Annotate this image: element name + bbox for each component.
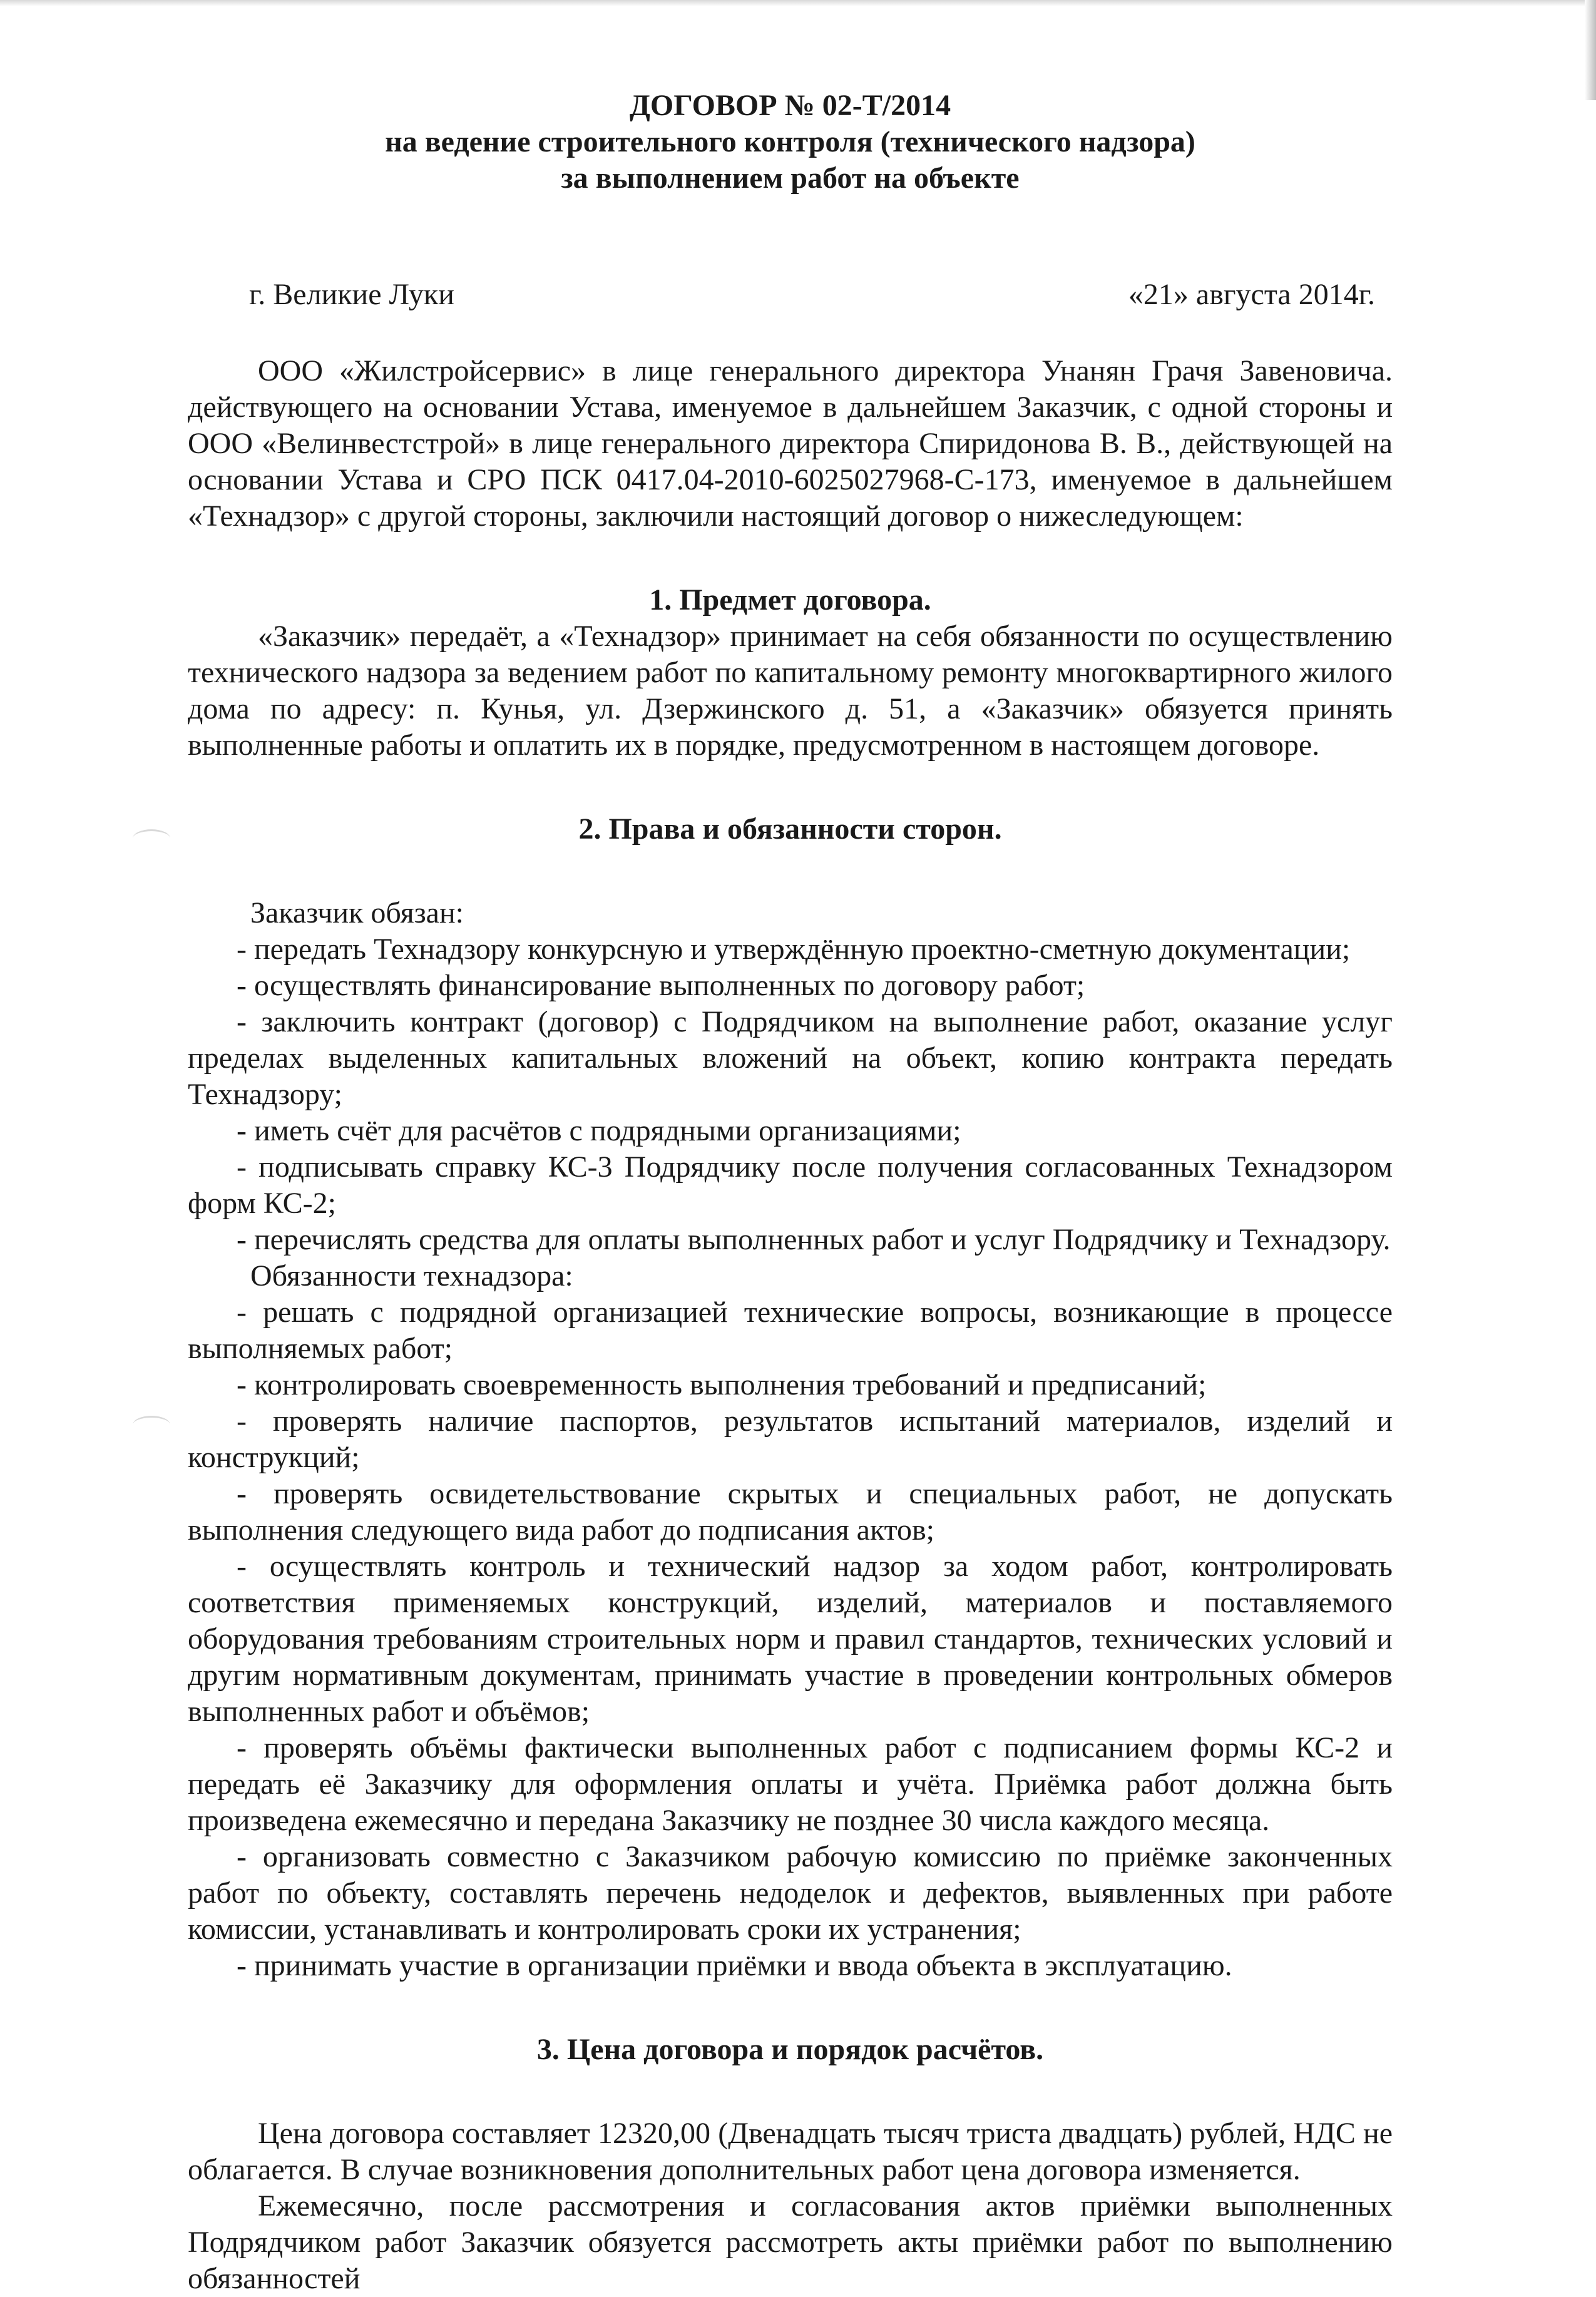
list-item: - организовать совместно с Заказчиком рабочую комиссию по приёмке законченных работ по объекту, составлять перечень недоделок и дефектов, выявленных при работе комиссии, устанавливать и контролировать сроки их устранения; [188, 1840, 1393, 1946]
section-text: Ежемесячно, после рассмотрения и согласования актов приёмки выполненных Подрядчиком работ Заказчик обязуется рассмотреть акты приёмки работ по выполнению обязанностей [188, 2189, 1393, 2295]
list-item: - принимать участие в организации приёмки и ввода объекта в эксплуатацию. [237, 1949, 1232, 1982]
spacer [188, 2068, 1393, 2115]
list-item: - передать Технадзору конкурсную и утверждённую проектно-сметную документации; [237, 933, 1351, 966]
contract-subtitle: за выполнением работ на объекте [561, 161, 1020, 195]
list-item: - иметь счёт для расчётов с подрядными организациями; [237, 1114, 961, 1147]
section-heading: 2. Права и обязанности сторон. [578, 812, 1002, 846]
list-item: - подписывать справку КС-3 Подрядчику после получения согласованных Технадзором форм КС-2; [188, 1150, 1393, 1220]
scan-edge-top [0, 0, 1596, 6]
contract-date: «21» августа 2014г. [1128, 278, 1375, 311]
section-heading: 1. Предмет договора. [649, 583, 931, 616]
spacer [188, 535, 1393, 582]
contract-title: ДОГОВОР № 02-Т/2014 [629, 89, 951, 122]
contract-subtitle: на ведение строительного контроля (технического надзора) [385, 125, 1195, 158]
title-block [188, 88, 1393, 197]
spacer [188, 847, 1393, 895]
scan-edge-right [1585, 0, 1596, 100]
list-item: - заключить контракт (договор) с Подрядчиком на выполнение работ, оказание услуг пределах выделенных капитальных вложений на объект, копию контракта передать Технадзору; [188, 1005, 1393, 1111]
punch-hole-mark [133, 829, 170, 847]
list-item: - решать с подрядной организацией технические вопросы, возникающие в процессе выполняемых работ; [188, 1296, 1393, 1365]
supervisor-duties-heading: Обязанности технадзора: [250, 1259, 573, 1292]
customer-duties-heading: Заказчик обязан: [250, 896, 464, 929]
spacer [188, 764, 1393, 811]
list-item: - контролировать своевременность выполнения требований и предписаний; [237, 1368, 1207, 1401]
section-text: Цена договора составляет 12320,00 (Двенадцать тысяч триста двадцать) рублей, НДС не облагается. В случае возникновения дополнительных работ цена договора изменяется. [188, 2117, 1393, 2186]
list-item: - осуществлять финансирование выполненных по договору работ; [237, 969, 1085, 1002]
list-item: - проверять наличие паспортов, результатов испытаний материалов, изделий и конструкций; [188, 1404, 1393, 1474]
list-item: - осуществлять контроль и технический надзор за ходом работ, контролировать соответствия применяемых конструкций, изделий, материалов и поставляемого оборудования требованиям строительных норм и правил стандартов, технических условий и другим нормативным документам, принимать участие в проведении контрольных обмеров выполненных работ и объёмов; [188, 1550, 1393, 1728]
contract-place: г. Великие Луки [249, 278, 454, 311]
spacer [188, 1984, 1393, 2032]
document-page [188, 88, 1393, 2297]
place-date-line [188, 277, 1393, 313]
preamble: ООО «Жилстройсервис» в лице генерального директора Унанян Грачя Завеновича. действующего на основании Устава, именуемое в дальнейшем Заказчик, с одной стороны и ООО «Велинвестстрой» в лице генерального директора Спиридонова В. В., действующей на основании Устава и СРО ПСК 0417.04-2010-6025027968-С-173, именуемое в дальнейшем «Технадзор» с другой стороны, заключили настоящий договор о нижеследующем: [188, 354, 1393, 533]
list-item: - проверять объёмы фактически выполненных работ с подписанием формы КС-2 и передать её Заказчику для оформления оплаты и учёта. Приёмка работ должна быть произведена ежемесячно и передана Заказчику не позднее 30 числа каждого месяца. [188, 1731, 1393, 1837]
section-heading: 3. Цена договора и порядок расчётов. [536, 2033, 1044, 2066]
list-item: - проверять освидетельствование скрытых и специальных работ, не допускать выполнения следующего вида работ до подписания актов; [188, 1477, 1393, 1547]
list-item: - перечислять средства для оплаты выполненных работ и услуг Подрядчику и Технадзору. [237, 1223, 1391, 1256]
section-text: «Заказчик» передаёт, а «Технадзор» принимает на себя обязанности по осуществлению технического надзора за ведением работ по капитальному ремонту многоквартирного жилого дома по адресу: п. Кунья, ул. Дзержинского д. 51, а «Заказчик» обязуется принять выполненные работы и оплатить их в порядке, предусмотренном в настоящем договоре. [188, 620, 1393, 762]
punch-hole-mark [133, 1416, 170, 1434]
